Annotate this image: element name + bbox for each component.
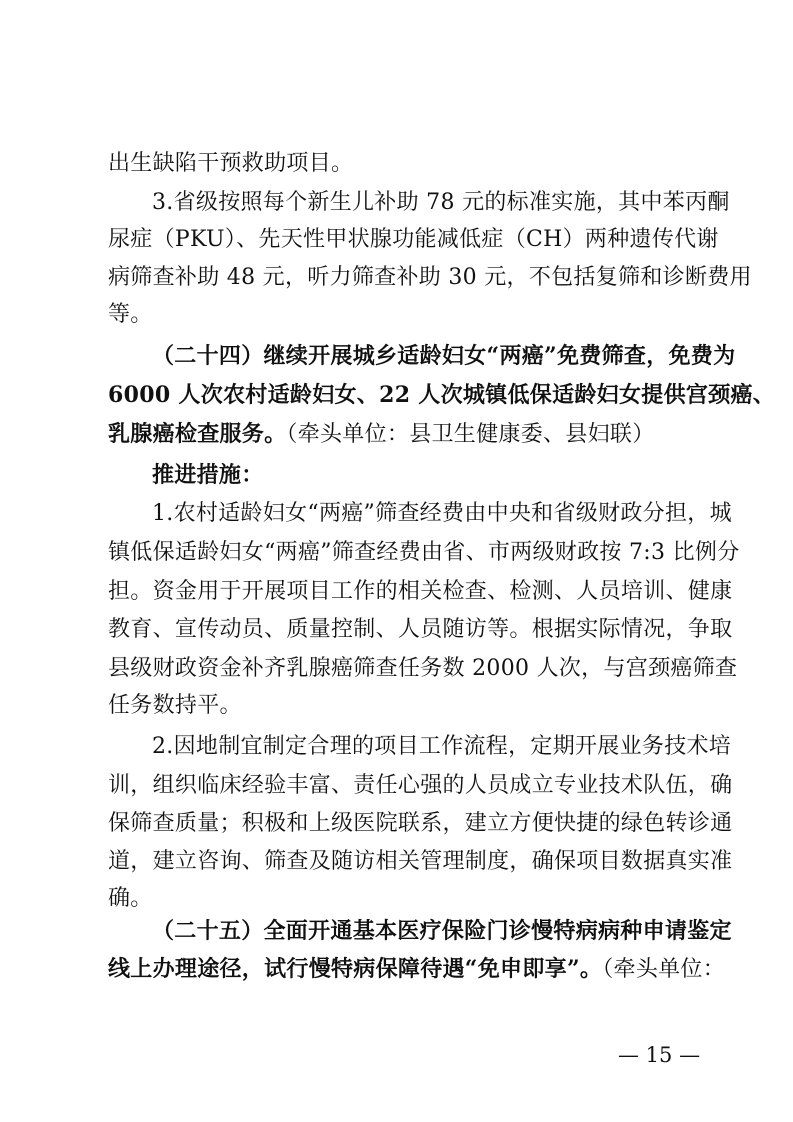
paragraph-line	[108, 576, 733, 608]
section-heading-line	[108, 379, 776, 411]
page-number: — 15 —	[618, 1043, 701, 1067]
paragraph-line	[108, 846, 733, 878]
section-heading-line	[108, 418, 698, 450]
paragraph-line	[108, 770, 733, 802]
line-text: 病筛查补助 48 元，听力筛查补助 30 元，不包括复筛和诊断费用	[108, 265, 752, 290]
line-text: 道，建立咨询、筛查及随访相关管理制度，确保项目数据真实准	[108, 849, 733, 874]
paragraph-line	[108, 883, 698, 915]
line-text: 担。资金用于开展项目工作的相关检查、检测、人员培训、健康	[108, 579, 733, 604]
paragraph-line	[108, 537, 740, 569]
paragraph-line	[108, 690, 698, 722]
line-text: 1.农村适龄妇女“两癌”筛查经费由中央和省级财政分担，城	[152, 501, 732, 526]
paragraph-line	[108, 148, 698, 180]
paragraph-line	[108, 614, 733, 646]
line-text: 训，组织临床经验丰富、责任心强的人员成立专业技术队伍，确	[108, 773, 733, 798]
line-text: 尿症（PKU）、先天性甲状腺功能减低症（CH）两种遗传代谢	[108, 227, 719, 252]
line-text: 线上办理途径，试行慢特病保障待遇“免申即享”。	[108, 956, 603, 982]
paragraph-line	[108, 224, 719, 256]
line-text: （二十四）继续开展城乡适龄妇女“两癌”免费筛查，免费为	[152, 343, 736, 369]
paragraph-line	[152, 187, 730, 219]
line-text: 2.因地制宜制定合理的项目工作流程，定期开展业务技术培	[152, 734, 732, 759]
line-text: 乳腺癌检查服务。	[108, 421, 287, 447]
section-heading-line	[152, 340, 736, 372]
paragraph-line	[108, 262, 752, 294]
line-text: 任务数持平。	[108, 693, 242, 718]
line-text: 等。	[108, 302, 153, 327]
line-text: 镇低保适龄妇女“两癌”筛查经费由省、市两级财政按 7:3 比例分	[108, 540, 740, 565]
lead-unit-note: （牵头单位：县卫生健康委、县妇联）	[286, 422, 655, 447]
line-text: 确。	[108, 886, 153, 911]
section-heading-line	[152, 915, 732, 947]
paragraph-line	[108, 299, 698, 331]
line-text: 3.省级按照每个新生儿补助 78 元的标准实施，其中苯丙酮	[152, 190, 730, 215]
section-heading-line	[108, 953, 726, 985]
subheading-line	[152, 459, 698, 491]
line-text: 保筛查质量；积极和上级医院联系，建立方便快捷的绿色转诊通	[108, 811, 733, 836]
line-text: 出生缺陷干预救助项目。	[108, 151, 354, 176]
lead-unit-note: （牵头单位：	[602, 957, 726, 982]
line-text: 县级财政资金补齐乳腺癌筛查任务数 2000 人次，与宫颈癌筛查	[108, 656, 738, 681]
line-text: 6000 人次农村适龄妇女、22 人次城镇低保适龄妇女提供宫颈癌、	[108, 382, 776, 408]
line-text: （二十五）全面开通基本医疗保险门诊慢特病病种申请鉴定	[152, 918, 732, 944]
line-text: 教育、宣传动员、质量控制、人员随访等。根据实际情况，争取	[108, 617, 733, 642]
paragraph-line	[152, 498, 732, 530]
line-text: 推进措施：	[152, 462, 264, 488]
paragraph-line	[108, 653, 738, 685]
paragraph-line	[108, 808, 733, 840]
paragraph-line	[152, 731, 732, 763]
